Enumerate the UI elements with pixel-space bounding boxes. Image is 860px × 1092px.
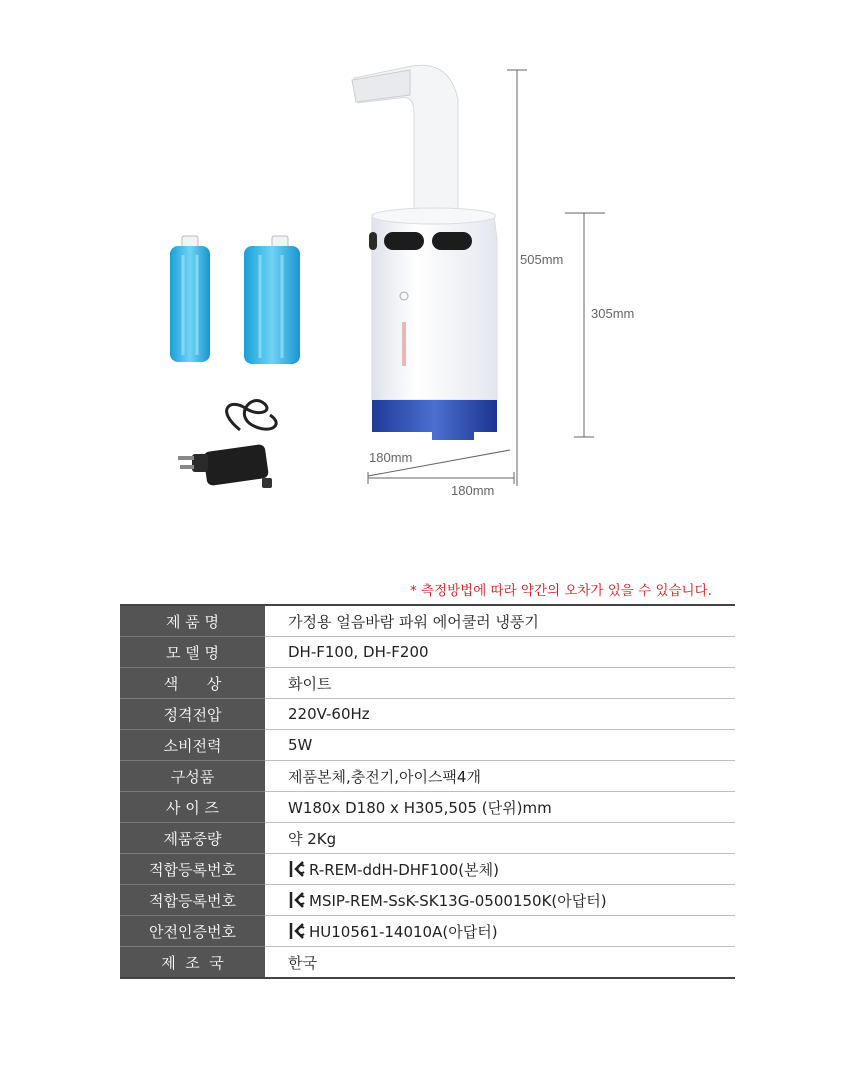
spec-value: MSIP-REM-SsK-SK13G-0500150K(아답터) [309,891,607,910]
spec-label: 제품중량 [120,823,265,854]
spec-value-cell [265,854,735,885]
spec-value-cell [265,916,735,947]
spec-row [120,637,735,668]
spec-value-cell [265,885,735,916]
spec-value: R-REM-ddH-DHF100(본체) [309,860,499,879]
spec-value: 가정용 얼음바람 파워 에어쿨러 냉풍기 [288,612,539,631]
spec-value: W180x D180 x H305,505 (단위)mm [288,798,552,817]
spec-value: 220V-60Hz [288,705,370,723]
spec-value: DH-F100, DH-F200 [288,643,429,661]
spec-row [120,885,735,916]
dimension-depth: 180mm [369,450,413,465]
spec-value-cell [265,605,735,637]
ice-pack-icon [170,236,210,362]
charger-icon [178,401,276,488]
spec-label: 제 조 국 [120,947,265,979]
spec-row [120,823,735,854]
air-cooler-icon [352,65,497,440]
spec-value: 제품본체,충전기,아이스팩4개 [288,767,481,786]
spec-label: 적합등록번호 [120,854,265,885]
spec-label: 정격전압 [120,699,265,730]
spec-row [120,699,735,730]
spec-label: 사 이 즈 [120,792,265,823]
spec-row [120,792,735,823]
dimension-total-height: 505mm [520,252,564,267]
kc-mark-icon [288,890,306,910]
spec-value: HU10561-14010A(아답터) [309,922,498,941]
spec-label: 색 상 [120,668,265,699]
spec-row [120,668,735,699]
ice-pack-icon [244,236,300,364]
spec-value-cell [265,637,735,668]
kc-mark-icon [288,859,306,879]
kc-mark-icon [288,921,306,941]
spec-row [120,761,735,792]
spec-value-cell [265,823,735,854]
spec-row [120,916,735,947]
spec-value-cell [265,792,735,823]
spec-value-cell [265,699,735,730]
measurement-note: * 측정방법에 따라 약간의 오차가 있을 수 있습니다. [410,583,712,599]
spec-row [120,730,735,761]
dimension-width: 180mm [451,483,495,498]
spec-label: 적합등록번호 [120,885,265,916]
spec-label: 구성품 [120,761,265,792]
spec-value: 한국 [288,953,317,972]
spec-label: 제 품 명 [120,605,265,637]
spec-value-cell [265,668,735,699]
spec-label: 모 델 명 [120,637,265,668]
spec-label: 안전인증번호 [120,916,265,947]
spec-value-cell [265,947,735,979]
spec-row [120,947,735,979]
spec-value-cell [265,761,735,792]
spec-value-cell [265,730,735,761]
spec-row [120,854,735,885]
spec-value: 약 2Kg [288,829,337,848]
spec-table [120,604,735,979]
dimension-body-height: 305mm [591,306,635,321]
spec-label: 소비전력 [120,730,265,761]
spec-value: 화이트 [288,674,332,693]
spec-value: 5W [288,736,313,754]
spec-row [120,605,735,637]
